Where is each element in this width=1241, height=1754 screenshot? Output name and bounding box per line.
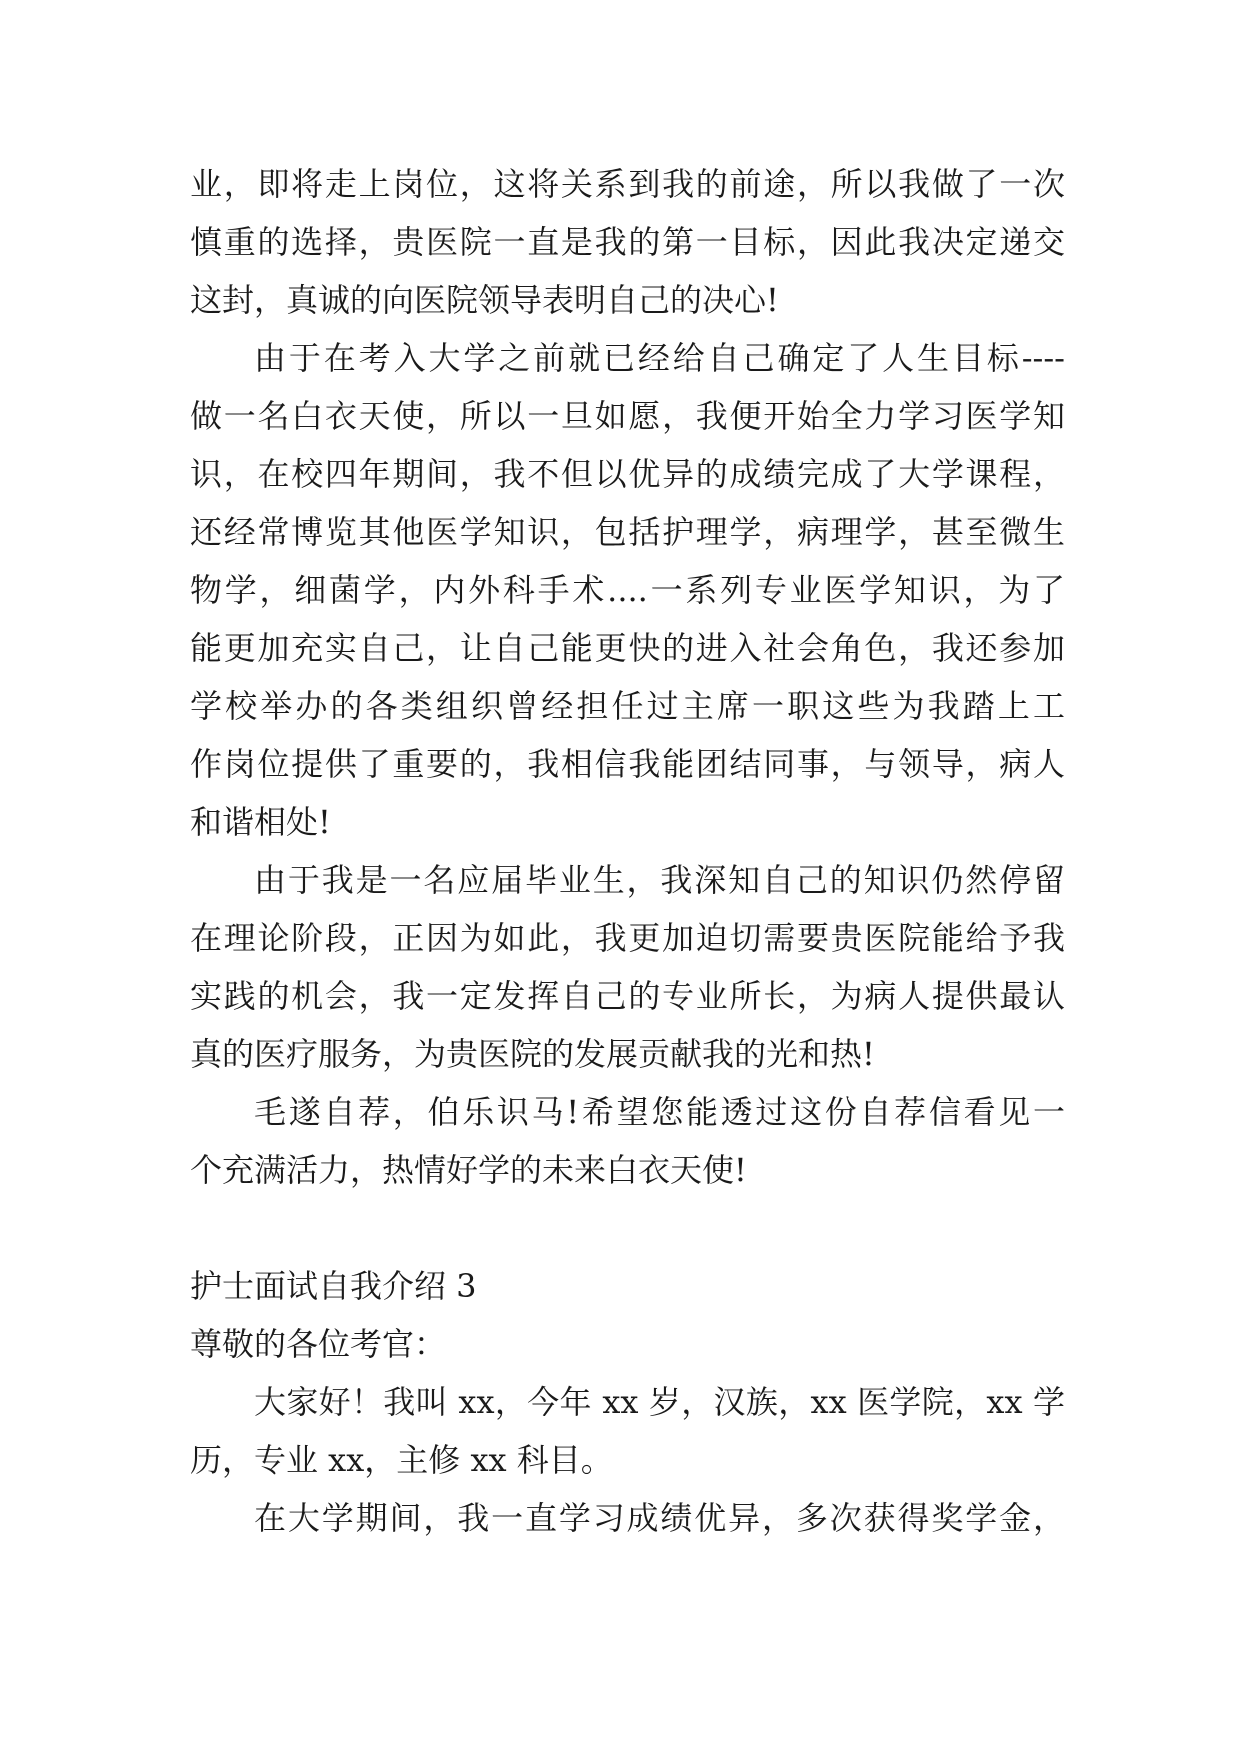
- text-line: 学校举办的各类组织曾经担任过主席一职这些为我踏上工: [190, 687, 1065, 725]
- text-line: 物学，细菌学，内外科手术....一系列专业医学知识，为了: [190, 571, 1065, 609]
- text-line: 还经常博览其他医学知识，包括护理学，病理学，甚至微生: [190, 513, 1065, 551]
- text-line: 业，即将走上岗位，这将关系到我的前途，所以我做了一次: [190, 165, 1065, 203]
- text-line: 实践的机会，我一定发挥自己的专业所长，为病人提供最认: [190, 977, 1065, 1015]
- text-line: 作岗位提供了重要的，我相信我能团结同事，与领导，病人: [190, 745, 1065, 783]
- salutation: 尊敬的各位考官：: [190, 1325, 447, 1363]
- text-line: 能更加充实自己，让自己能更快的进入社会角色，我还参加: [190, 629, 1065, 667]
- text-line: 由于我是一名应届毕业生，我深知自己的知识仍然停留: [254, 861, 1065, 899]
- text-line: 识，在校四年期间，我不但以优异的成绩完成了大学课程，: [190, 455, 1065, 493]
- text-line: 慎重的选择，贵医院一直是我的第一目标，因此我决定递交: [190, 223, 1065, 261]
- text-line: 真的医疗服务，为贵医院的发展贡献我的光和热!: [190, 1035, 875, 1073]
- text-line: 大家好！我叫 xx，今年 xx 岁，汉族，xx 医学院，xx 学: [254, 1383, 1065, 1421]
- text-line: 个充满活力，热情好学的未来白衣天使!: [190, 1151, 747, 1189]
- text-line: 由于在考入大学之前就已经给自己确定了人生目标----: [254, 339, 1065, 377]
- text-line: 和谐相处!: [190, 803, 331, 841]
- text-line: 在大学期间，我一直学习成绩优异，多次获得奖学金，: [254, 1499, 1065, 1537]
- text-line: 做一名白衣天使，所以一旦如愿，我便开始全力学习医学知: [190, 397, 1065, 435]
- section-heading: 护士面试自我介绍 3: [190, 1267, 477, 1305]
- text-line: 历，专业 xx，主修 xx 科目。: [190, 1441, 613, 1479]
- text-line: 这封，真诚的向医院领导表明自己的决心!: [190, 281, 779, 319]
- text-line: 毛遂自荐，伯乐识马!希望您能透过这份自荐信看见一: [254, 1093, 1065, 1131]
- text-line: 在理论阶段，正因为如此，我更加迫切需要贵医院能给予我: [190, 919, 1065, 957]
